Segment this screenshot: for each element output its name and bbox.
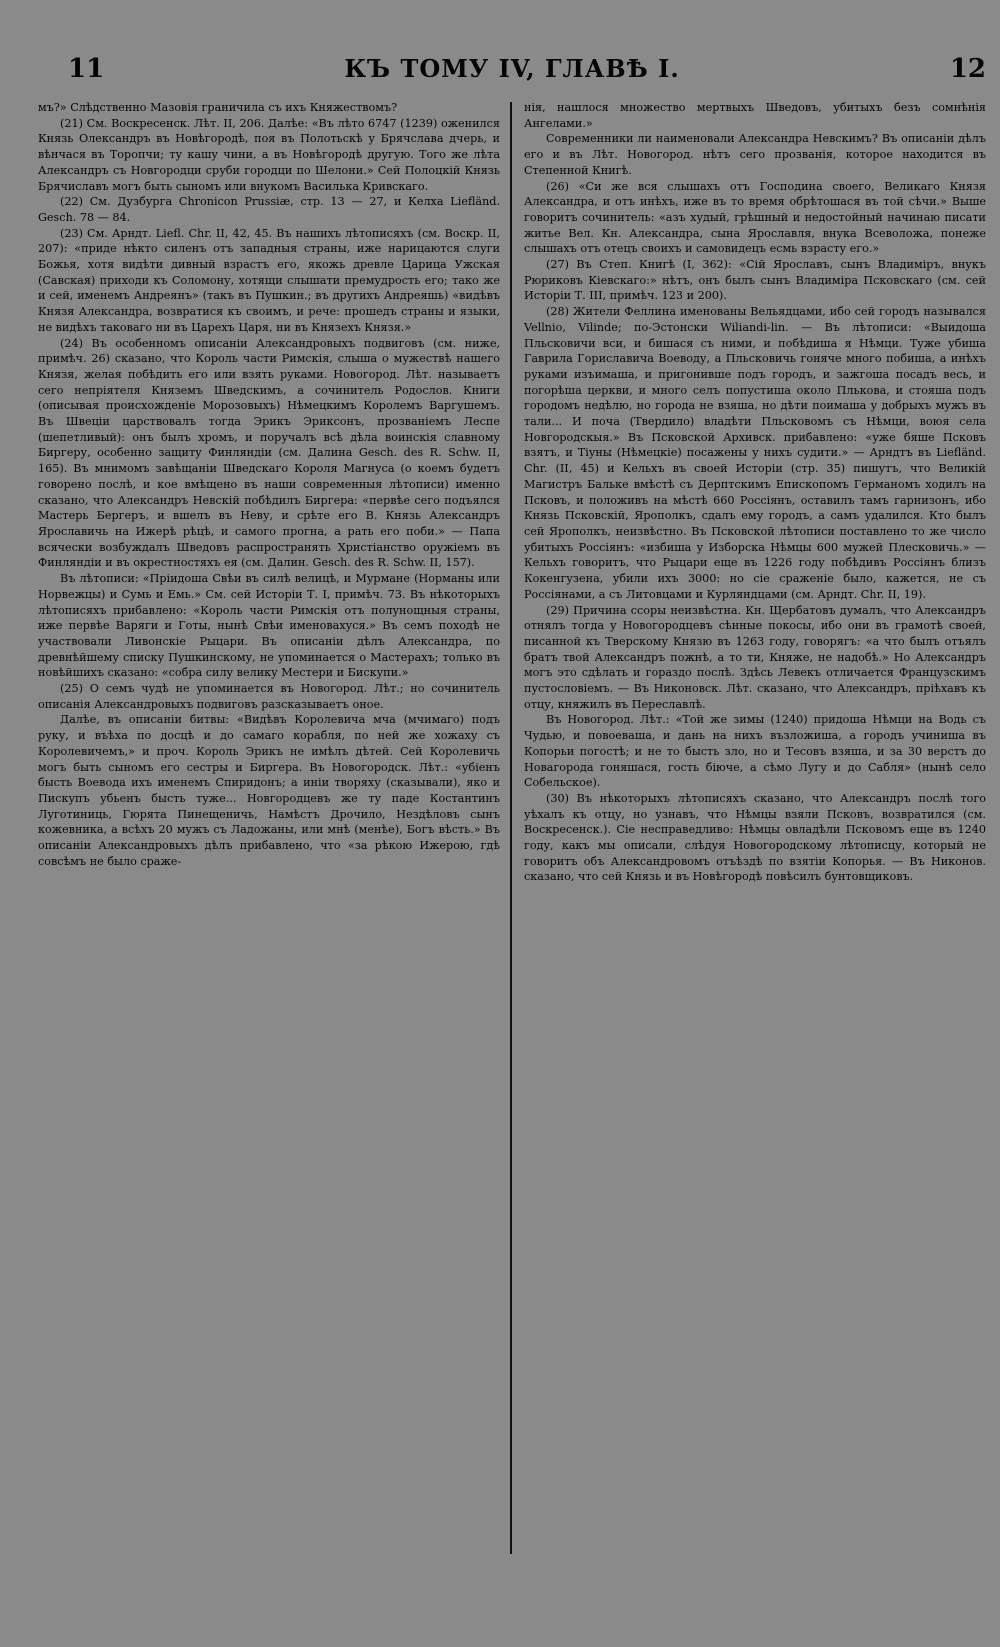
paragraph: мъ?» Слѣдственно Мазовія граничила съ ихъ Княжествомъ? [38, 101, 398, 114]
paragraph: (27) Въ Степ. Книгѣ (I, 362): «Сій Ярославъ, сынъ Владиміръ, внукъ Рюриковъ Кіевскаго:» нѣтъ, онъ былъ сынъ Владиміра Псковскаго (см. сей Исторіи Т. III, примѣч. 123 и 200). [523, 258, 986, 303]
paragraph: Современники ли наименовали Александра Невскимъ? Въ описаніи дѣлъ его и въ Лѣт. Новогород. нѣтъ сего прозванія, которое находится въ Степенной Книгѣ. [523, 132, 986, 177]
page-heading: КЪ ТОМУ IV, ГЛАВѢ I. [344, 54, 680, 83]
paragraph: (28) Жители Феллина именованы Вельядцами, ибо сей городъ назывался Vellnio, Vilinde; по-Эстонски Wiliandi-lin. — Въ лѣтописи: «Выидоша Пльсковичи вси, и бишася съ ними, и побѣдиша я Нѣмци. Туже убиша Гаврила Гориславича Воеводу, а Пльсковичь гоняче много побиша, а инѣхъ руками изъимаша, и пригонивше подъ городъ, и зажгоша посадъ весь, и погорѣша церкви, и много селъ попустиша около Плькова, и стояша подъ городомъ недѣлю, но города не взяша, но дѣти поимаша у добрыхъ мужъ въ тали... И поча (Твердило) владѣти Пльсковомъ съ Нѣмци, воюя села Новгородскыя.» Въ Псковской Архивск. прибавлено: «уже бяше Псковъ взятъ, и Тіуны (Нѣмецкіе) посажены у нихъ судити.» — Арндтъ въ Liefländ. Chr. (II, 45) и Кельхъ въ своей Исторіи (стр. 35) пишутъ, что Великій Магистръ Бальке вмѣстѣ съ Дерптскимъ Епископомъ Германомъ ходилъ на Псковъ, и положивъ на мѣстѣ 660 Россіянъ, оставилъ тамъ гарнизонъ, ибо Князь Псковскій, Ярополкъ, сдалъ ему городъ, а самъ удалился. Кто былъ сей Ярополкъ, неизвѣстно. Въ Псковской лѣтописи поставлено то же число убитыхъ Россіянъ: «избиша у Изборска Нѣмцы 600 мужей Плесковичь.» — Кельхъ говоритъ, что Рыцари еще въ 1226 году побѣдивъ Россіянъ близъ Кокенгузена, убили ихъ 3000: но сіе сраженіе было, кажется, не съ Россіянами, а съ Литовцами и Курляндцами (см. Арндт. Chr. II, 19). [523, 305, 986, 601]
paragraph: (26) «Си же вся слышахъ отъ Господина своего, Великаго Князя Александра, и отъ инѣхъ, иже въ то время обрѣтошася въ той сѣчи.» Выше говоритъ сочинитель: «азъ худый, грѣшный и недостойный начинаю писати житье Вел. Кн. Александра, сына Ярославля, внука Всеволожа, понеже слышахъ отъ отецъ своихъ и самовидецъ есмь взрасту его.» [523, 179, 986, 256]
paragraph: (24) Въ особенномъ описаніи Александровыхъ подвиговъ (см. ниже, примѣч. 26) сказано, что Король части Римскія, слыша о мужествѣ нашего Князя, желая побѣдить его или взять руками. Новогород. Лѣт. называетъ сего непріятеля Княземъ Шведскимъ, а сочинитель Родослов. Книги (описывая происхожденіе Морозовыхъ) Нѣмецкимъ Королемъ Варгушемъ. Въ Швеціи царствовалъ тогда Эрикъ Эриксонъ, прозваніемъ Леспе (шепетливый): онъ былъ хромъ, и поручалъ всѣ дѣла воинскія славному Биргеру, особенно защиту Финляндіи (см. Далина Gesch. des R. Schw. II, 165). Въ мнимомъ завѣщаніи Шведскаго Короля Магнуса (о коемъ будетъ говорено послѣ, и кое вмѣщено въ наши современныя лѣтописи) именно сказано, что Александръ Невскій побѣдилъ Биргера: «первѣе сего подъялся Мастерь Бергеръ, и вшелъ въ Неву, и срѣте его В. Князь Александръ Ярославичь на Ижерѣ рѣцѣ, и самого прогна, а рать его поби.» — Папа всячески возбуждалъ Шведовъ распространять Христіанство оружіемъ въ Финляндіи и въ окрестностяхъ ея (см. Далин. Gesch. des R. Schw. II, 157). [38, 336, 500, 570]
paragraph: (30) Въ нѣкоторыхъ лѣтописяхъ сказано, что Александръ послѣ того уѣхалъ къ отцу, но узнавъ, что Нѣмцы взяли Псковъ, возвратился (см. Воскресенск.). Сіе несправедливо: Нѣмцы овладѣли Псковомъ еще въ 1240 году, какъ мы описали, слѣдуя Новогородскому лѣтописцу, который не говоритъ объ Александровомъ отъѣздѣ по взятіи Копорья. — Въ Никонов. сказано, что сей Князь и въ Новѣгородѣ повѣсилъ бунтовщиковъ. [523, 791, 986, 884]
paragraph: (29) Причина ссоры неизвѣстна. Кн. Щербатовъ думалъ, что Александръ отнялъ тогда у Новогородцевъ сѣнные покосы, ибо они въ грамотѣ своей, писанной къ Тверскому Князю въ 1263 году, говорягъ: «а что былъ отъялъ братъ твой Александръ пожнѣ, а то ти, Княже, не надобѣ.» Но Александръ могъ это сдѣлать и гораздо послѣ. Здѣсь Левекъ отличается Французскимъ пустословіемъ. — Въ Никоновск. Лѣт. сказано, что Александръ, пріѣхавъ къ отцу, княжилъ въ Переславлѣ. [523, 603, 986, 711]
paragraph: Далѣе, въ описаніи битвы: «Видѣвъ Королевича мча (мчимаго) подъ руку, и въѣха по досцѣ и до самаго корабля, по ней же хожаху съ Королевичемъ,» и проч. Король Эрикъ не имѣлъ дѣтей. Сей Королевичь могъ быть сыномъ его сестры и Биргера. Въ Новогородск. Лѣт.: «убіенъ бысть Воевода ихъ именемъ Спиридонъ; а иніи творяху (сказывали), яко и Пискупъ убьенъ бысть туже... Новгородцевъ же ту паде Костантинъ Луготиниць, Гюрята Пинещеничь, Намѣстъ Дрочило, Нездѣловъ сынъ кожевника, а всѣхъ 20 мужъ съ Ладожаны, или мнѣ (менѣе), Богъ вѣсть.» Въ описаніи Александровыхъ дѣлъ прибавлено, что «за рѣкою Ижерою, гдѣ совсѣмъ не было сраже- [38, 713, 500, 868]
paragraph: (21) См. Воскресенск. Лѣт. II, 206. Далѣе: «Въ лѣто 6747 (1239) оженился Князь Олександръ въ Новѣгородѣ, поя въ Полотьскѣ у Брячслава дчерь, и вѣнчася въ Торопчи; ту кашу чини, а въ Новѣгородѣ другую. Того же лѣта Александръ съ Новгородци сруби городци по Шелони.» Сей Полоцкій Князь Брячиславъ могъ быть сыномъ или внукомъ Василька Кривскаго. [38, 116, 500, 193]
page-header [38, 50, 986, 90]
paragraph: нія, нашлося множество мертвыхъ Шведовъ, убитыхъ безъ сомнѣнія Ангелами.» [523, 101, 986, 130]
paragraph: Въ лѣтописи: «Пріидоша Свѣи въ силѣ велицѣ, и Мурмане (Норманы или Норвежцы) и Сумь и Емь.» См. сей Исторіи Т. I, примѣч. 73. Въ нѣкоторыхъ лѣтописяхъ прибавлено: «Король части Римскія отъ полунощныя страны, иже первѣе Варяги и Готы, нынѣ Свѣи именовахуся.» Въ семъ походѣ не участвовали Ливонскіе Рыцари. Въ описаніи дѣлъ Александра, по древнѣйшему списку Пушкинскому, не упоминается о Мастерахъ; только въ новѣйшихъ сказано: «собра силу велику Местери и Бискупи.» [38, 572, 500, 680]
paragraph: (22) См. Дузбурга Chronicon Prussiæ, стр. 13 — 27, и Келха Liefländ. Gesch. 78 — 84. [38, 195, 500, 224]
left-column [38, 100, 510, 1554]
text-columns [38, 100, 986, 1554]
page-number-right: 12 [949, 54, 986, 84]
right-column [512, 100, 986, 1554]
paragraph: Въ Новогород. Лѣт.: «Той же зимы (1240) придоша Нѣмци на Водь съ Чудью, и повоеваша, и дань на нихъ възложиша, а городъ учиниша въ Копорьи погостѣ; и не то бысть зло, но и Тесовъ взяша, и за 30 верстъ до Новагорода гоняшася, гость біюче, а сѣмо Лугу и до Сабля» (нынѣ село Собельское). [523, 713, 986, 790]
paragraph: (25) О семъ чудѣ не упоминается въ Новогород. Лѣт.; но сочинитель описанія Александровыхъ подвиговъ разсказываетъ оное. [38, 682, 500, 711]
paragraph: (23) См. Арндт. Liefl. Chr. II, 42, 45. Въ нашихъ лѣтописяхъ (см. Воскр. II, 207): «приде нѣкто силенъ отъ западныя страны, иже нарицаются слуги Божья, хотя видѣти дивный взрастъ его, якожь древле Царица Ужская (Савская) приходи къ Соломону, хотящи слышати премудрость его; тако же и сей, именемъ Андреянъ» (такъ въ Пушкин.; въ другихъ Андреяшь) «видѣвъ Князя Александра, возвратися къ своимъ, и рече: прошедъ страны и языки, не видѣхъ таковаго ни въ Царехъ Царя, ни въ Князехъ Князя.» [38, 226, 500, 334]
page-number-left: 11 [68, 54, 105, 84]
